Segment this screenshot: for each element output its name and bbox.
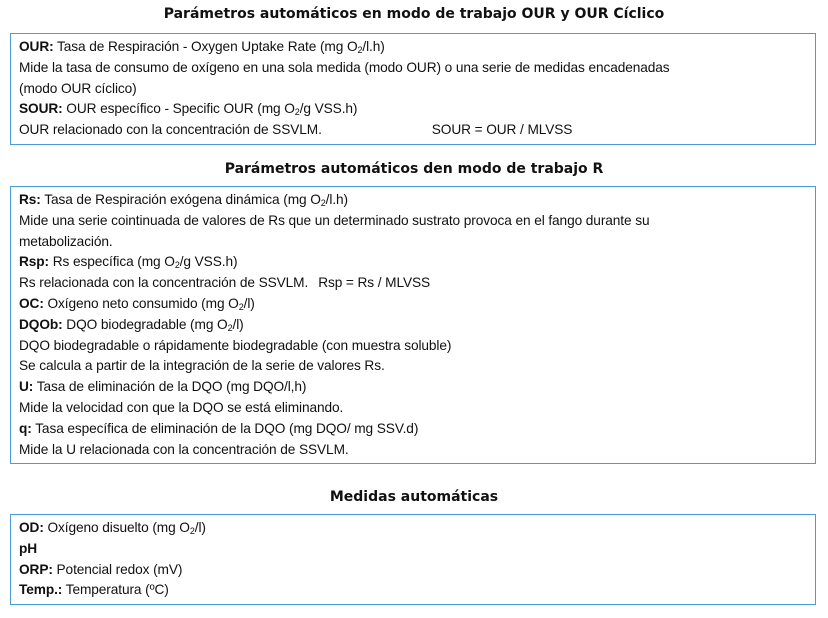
u-description-line: Mide la velocidad con que la DQO se está eliminando. [19, 399, 344, 415]
our-definition-line: OUR: Tasa de Respiración - Oxygen Uptake Rate (mg $O_2/l.h$) [19, 39, 385, 55]
section-title-medidas: Medidas automáticas [329, 489, 499, 505]
our-description-line-2: (modo OUR cíclico) [19, 80, 137, 96]
sour-definition-line: SOUR: OUR específico - Specific OUR (mg $O_2/g$ VSS.h) [19, 101, 358, 118]
section-title-our: Parámetros automáticos en modo de trabajo OUR y OUR Cíclico [163, 6, 665, 22]
sour-formula: SOUR = OUR / MLVSS [431, 122, 573, 138]
rs-description-line-2: metabolización. [19, 233, 113, 249]
automatic-measures-box [10, 514, 816, 605]
section-title-r: Parámetros automáticos den modo de trabajo R [224, 161, 604, 177]
sour-description-line: OUR relacionado con la concentración de SSVLM. SOUR = OUR / MLVSS [19, 122, 573, 138]
ph-line: pH [19, 540, 38, 556]
od-definition-line: OD: Oxígeno disuelto (mg $O_2/l$) [19, 520, 206, 536]
temp-definition-line: Temp.: Temperatura (ºC) [19, 582, 169, 598]
orp-definition-line: ORP: Potencial redox (mV) [19, 561, 183, 577]
rsp-definition-line: Rsp: Rs específica (mg $O_2/g$ VSS.h) [19, 254, 238, 271]
rs-description-line: Mide una serie cointinuada de valores de Rs que un determinado sustrato provoca en el fango durante su [19, 212, 650, 228]
q-definition-line: q: Tasa específica de eliminación de la DQO (mg DQO/ mg SSV.d) [19, 420, 419, 436]
r-parameters-box [10, 186, 816, 464]
our-parameters-box [10, 33, 816, 145]
our-description-line: Mide la tasa de consumo de oxígeno en una sola medida (modo OUR) o una serie de medidas encadenadas [19, 59, 670, 75]
dqob-description-line: DQO biodegradable o rápidamente biodegradable (con muestra soluble) [19, 337, 452, 353]
dqob-definition-line: DQOb: DQO biodegradable (mg $O_2/l$) [19, 316, 244, 333]
dqob-calculation-line: Se calcula a partir de la integración de la serie de valores Rs. [19, 358, 385, 374]
oc-definition-line: OC: Oxígeno neto consumido (mg $O_2/l$) [19, 295, 255, 312]
rsp-description-line: Rs relacionada con la concentración de SSVLM. Rsp = Rs / MLVSS [19, 275, 431, 291]
q-description-line: Mide la U relacionada con la concentración de SSVLM. [19, 441, 349, 457]
u-definition-line: U: Tasa de eliminación de la DQO (mg DQO/l,h) [19, 379, 307, 395]
rsp-formula: Rsp = Rs / MLVSS [318, 275, 431, 291]
rs-definition-line: Rs: Tasa de Respiración exógena dinámica (mg $O_2/l.h$) [19, 192, 348, 208]
